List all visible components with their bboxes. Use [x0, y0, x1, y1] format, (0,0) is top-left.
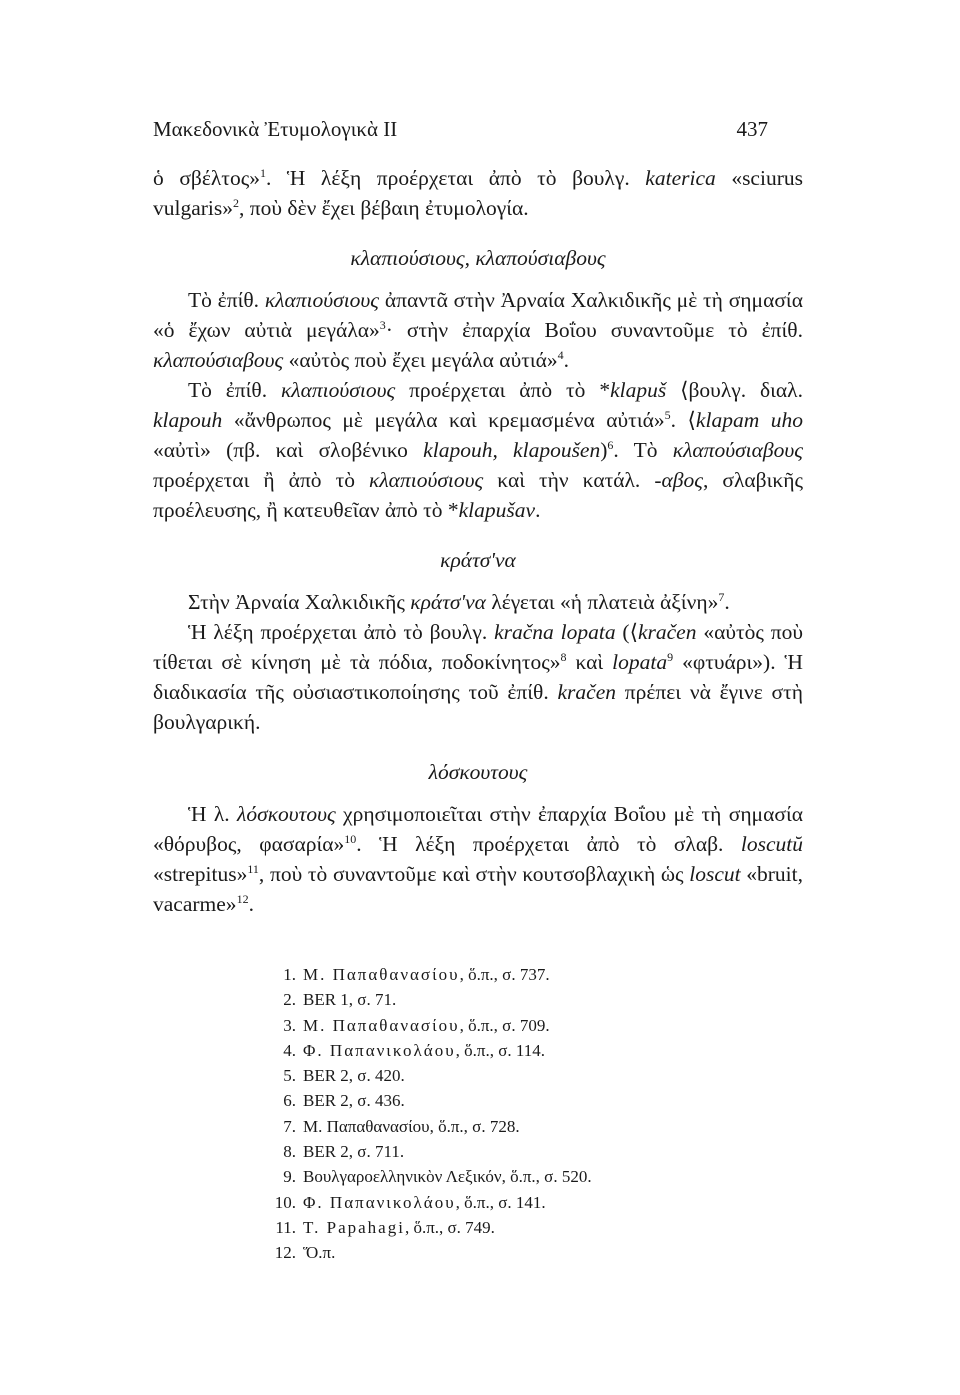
text-run: . ⟨	[670, 408, 696, 432]
footnote	[270, 987, 670, 1012]
footnote-author: Μ. Παπαθανασίου	[303, 1015, 460, 1035]
footnote-ref: 12	[236, 891, 249, 906]
text-run: «αὐτὸς ποὺ τίθεται σὲ κίνηση μὲ τὰ πόδια, ποδοκίνητος»	[153, 620, 803, 674]
cited-word: κράτσ'να	[410, 590, 486, 614]
footnote-ref: 1	[259, 165, 266, 180]
cited-word: kračen	[637, 620, 697, 644]
footnote-text: BER 2, σ. 711.	[303, 1142, 405, 1162]
footnote	[270, 962, 670, 987]
footnote-author: Φ. Παπανικολάου	[303, 1040, 456, 1060]
footnote-number: 4.	[283, 1040, 296, 1060]
paragraph	[153, 587, 803, 617]
footnote-text: Βουλγαροελληνικὸν Λεξικόν, ὅ.π., σ. 520.	[303, 1167, 592, 1187]
text-run: καὶ	[566, 650, 613, 674]
text-run: .	[724, 590, 730, 614]
text-run: . Ἡ λέξη προέρχεται ἀπὸ τὸ βουλγ.	[265, 166, 646, 190]
cited-word: κλαπιούσιους	[280, 378, 396, 402]
text-run: . Τὸ	[613, 438, 673, 462]
paragraph	[153, 285, 803, 375]
text-run: Ἡ λ.	[188, 802, 238, 826]
footnote-text: , ὅ.π., σ. 114.	[455, 1040, 545, 1060]
footnote-number: 3.	[283, 1015, 296, 1035]
footnote	[270, 1038, 670, 1063]
cited-word: klapouh, klapoušen	[423, 438, 601, 462]
cited-word: κλαπούσιαβους	[672, 438, 803, 462]
paragraph	[153, 375, 803, 525]
footnote-text: , ὅ.π., σ. 709.	[459, 1015, 550, 1035]
cited-word: -αβος	[654, 468, 703, 492]
footnote-number: 5.	[283, 1066, 296, 1086]
footnote-ref: 7	[718, 589, 725, 604]
footnote-text: BER 2, σ. 420.	[303, 1066, 405, 1086]
text-run: «αὐτὸς ποὺ ἔχει μεγάλα αὐτιά»	[283, 348, 558, 372]
text-run: «φτυάρι»). Ἡ διαδικασία τῆς οὐσιαστικοποίησης τοῦ ἐπίθ.	[153, 650, 803, 704]
footnote-author: T. Papahagi	[303, 1217, 405, 1237]
footnote	[270, 1088, 670, 1113]
cited-word: loscut	[689, 862, 741, 886]
entry-heading-loskoutous: λόσκουτους	[428, 760, 528, 784]
footnote	[270, 1139, 670, 1164]
text-run: Στὴν Ἀρναία Χαλκιδικῆς	[188, 590, 411, 614]
footnote-ref: 2	[233, 195, 240, 210]
entry-heading-klapiousious: κλαπιούσιους, κλαπούσιαβους	[350, 246, 606, 270]
footnote-ref: 8	[560, 649, 567, 664]
text-run: ὁ σβέλτος»	[153, 166, 260, 190]
intro-paragraph	[153, 163, 803, 223]
text-run: ⟨βουλγ. διαλ.	[666, 378, 803, 402]
footnote-ref: 5	[664, 407, 671, 422]
text-run: «αὐτὶ» (πβ. καὶ σλοβένικο	[153, 438, 424, 462]
text-run: , ποὺ δὲν ἔχει βέβαιη ἐτυμολογία.	[239, 196, 529, 220]
page-number: 437	[736, 117, 768, 141]
text-run: )	[600, 438, 608, 462]
cited-word: katerica	[645, 166, 716, 190]
cited-word: κλαπιούσιους	[264, 288, 380, 312]
footnote-number: 11.	[275, 1217, 296, 1237]
footnote-number: 10.	[274, 1192, 296, 1212]
footnote-text: Ὅ.π.	[303, 1243, 336, 1263]
footnote	[270, 1240, 670, 1265]
footnote	[270, 1013, 670, 1038]
footnote-text: Μ. Παπαθανασίου, ὅ.π., σ. 728.	[303, 1116, 520, 1136]
text-run: , σλαβικῆς προέλευσης, ἢ κατευθεῖαν ἀπὸ τὸ *	[153, 468, 803, 522]
cited-word: klapušav	[458, 498, 536, 522]
cited-word: kračen	[557, 680, 617, 704]
footnote-text: , ὅ.π., σ. 737.	[459, 965, 550, 984]
text-run: Τὸ ἐπίθ.	[188, 288, 265, 312]
body-text	[153, 163, 803, 919]
text-run: «ἄνθρωπος μὲ μεγάλα καὶ κρεμασμένα αὐτιά»	[222, 408, 665, 432]
paragraph	[153, 799, 803, 919]
footnote-author: Μ. Παπαθανασίου	[303, 965, 460, 984]
footnote-ref: 3	[379, 317, 386, 332]
footnote-ref: 4	[557, 347, 564, 362]
footnote-text: , ὅ.π., σ. 141.	[455, 1192, 546, 1212]
footnote-number: 2.	[283, 990, 296, 1010]
text-run: .	[563, 348, 570, 372]
running-title: Μακεδονικὰ Ἐτυμολογικὰ ΙΙ	[153, 117, 398, 141]
cited-word: klapouh	[153, 408, 223, 432]
text-run: «strepitus»	[153, 862, 248, 886]
footnotes	[270, 962, 670, 1266]
entry-heading-kratsna: κράτσ'να	[440, 548, 516, 572]
cited-word: klapuš	[610, 378, 667, 402]
text-run: , ποὺ τὸ συναντοῦμε καὶ στὴν κουτσοβλαχικὴ ὡς	[258, 862, 690, 886]
text-run: Τὸ ἐπίθ.	[188, 378, 281, 402]
footnote-text: , ὅ.π., σ. 749.	[404, 1217, 495, 1237]
footnote-ref: 6	[607, 437, 614, 452]
cited-word: λόσκουτους	[237, 802, 336, 826]
running-head	[0, 117, 960, 147]
footnote	[270, 1164, 670, 1189]
footnote-number: 9.	[283, 1167, 296, 1187]
text-run: «sciurus vulgaris»	[153, 166, 803, 220]
text-run: προέρχεται ἀπὸ τὸ *	[395, 378, 611, 402]
text-run: · στὴν ἐπαρχία Βοΐου συναντοῦμε τὸ ἐπίθ.	[385, 318, 803, 342]
text-run: (⟨	[615, 620, 638, 644]
footnote	[270, 1215, 670, 1240]
cited-word: κλαπιούσιους	[369, 468, 484, 492]
footnote-number: 1.	[283, 965, 296, 984]
cited-word: kračna lopata	[494, 620, 616, 644]
footnote	[270, 1114, 670, 1139]
footnote-number: 12.	[274, 1243, 296, 1263]
cited-word: κλαπούσιαβους	[153, 348, 284, 372]
text-run: προέρχεται ἢ ἀπὸ τὸ	[153, 468, 370, 492]
footnote-ref: 9	[667, 649, 674, 664]
footnote-text: BER 1, σ. 71.	[303, 990, 397, 1010]
cited-word: loscutŭ	[740, 832, 803, 856]
text-run: πρέπει νὰ ἔγινε στὴ βουλγαρική.	[153, 680, 803, 734]
text-run: Ἡ λέξη προέρχεται ἀπὸ τὸ βουλγ.	[188, 620, 495, 644]
footnote-number: 8.	[283, 1142, 296, 1162]
footnote-ref: 11	[247, 861, 259, 876]
text-run: .	[535, 498, 541, 522]
text-run: . Ἡ λέξη προέρχεται ἀπὸ τὸ σλαβ.	[356, 832, 741, 856]
footnote-number: 6.	[283, 1091, 296, 1111]
text-run: ἀπαντᾶ στὴν Ἀρναία Χαλκιδικῆς μὲ τὴ σημασία «ὁ ἔχων αὐτιὰ μεγάλα»	[153, 288, 803, 342]
footnote-author: Φ. Παπανικολάου	[303, 1192, 456, 1212]
footnote	[270, 1190, 670, 1215]
text-run: λέγεται «ἡ πλατειὰ ἀξίνη»	[485, 590, 719, 614]
text-run: «bruit, vacarme»	[153, 862, 804, 916]
footnote-number: 7.	[283, 1116, 296, 1136]
footnote	[270, 1063, 670, 1088]
cited-word: klapam uho	[695, 408, 803, 432]
footnote-text: BER 2, σ. 436.	[303, 1091, 405, 1111]
paragraph	[153, 617, 803, 737]
text-run: χρησιμοποιεῖται στὴν ἐπαρχία Βοΐου μὲ τὴ σημασία «θόρυβος, φασαρία»	[153, 802, 803, 856]
text-run: .	[248, 892, 254, 916]
cited-word: lopata	[612, 650, 668, 674]
text-run: καὶ τὴν κατάλ.	[483, 468, 655, 492]
footnote-ref: 10	[344, 831, 357, 846]
